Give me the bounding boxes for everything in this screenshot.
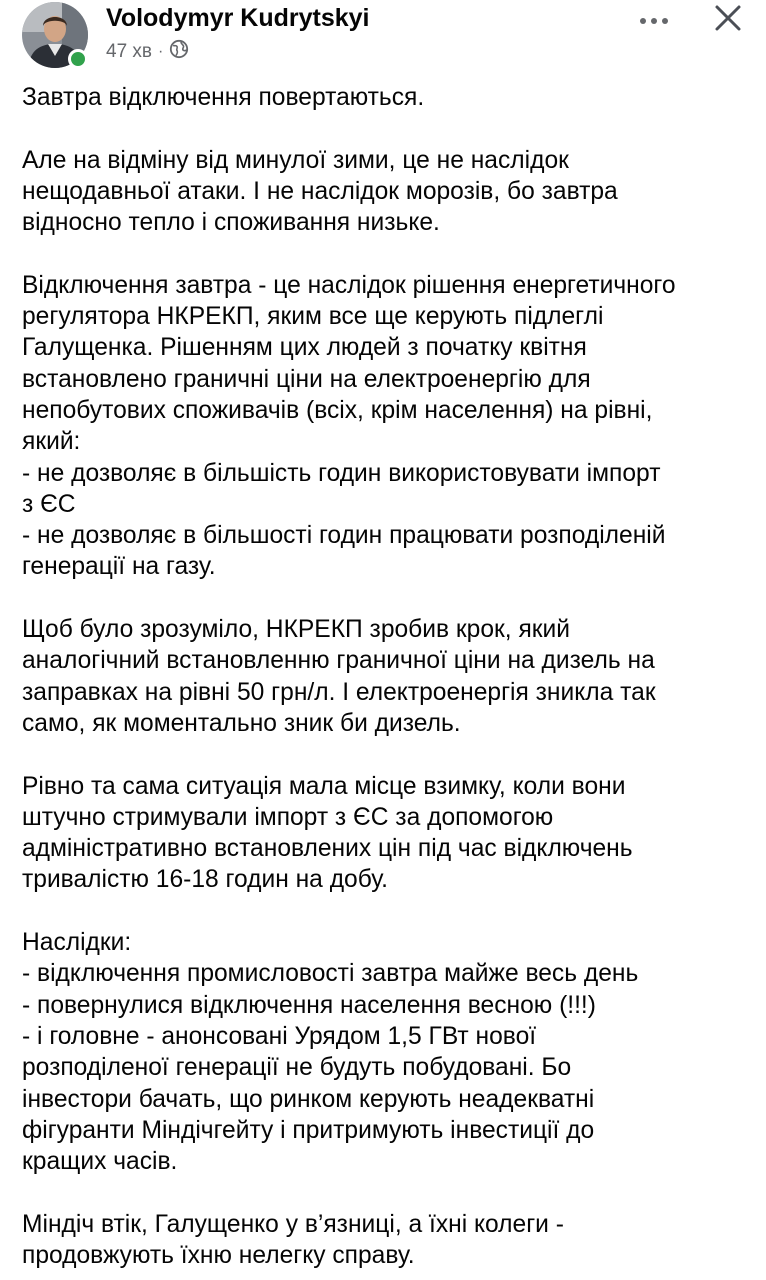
post-text: [22, 82, 752, 1271]
post-meta: [106, 40, 189, 64]
author-name[interactable]: Volodymyr Kudrytskyi: [106, 4, 370, 32]
post-paragraph: Міндіч втік, Галущенко у в’язниці, а їхні колеги - продовжують їхню нелегку справу.: [22, 1210, 564, 1269]
post-time[interactable]: 47 хв: [106, 41, 153, 62]
post-paragraph: Але на відміну від минулої зими, це не наслідок нещодавньої атаки. І не наслідок морозів, бо завтра відносно тепло і споживання низьке.: [22, 146, 618, 237]
online-status-indicator: [68, 49, 88, 69]
meta-separator: ·: [158, 43, 164, 60]
post-header: [0, 0, 766, 80]
post-paragraph: Рівно та сама ситуація мала місце взимку, коли вони штучно стримували імпорт з ЄС за допомогою адміністративно встановлених цін під час відключень тривалістю 16-18 годин на добу.: [22, 772, 633, 894]
post-paragraph: Завтра відключення повертаються.: [22, 84, 425, 111]
more-horizontal-icon: [639, 17, 669, 25]
close-icon: [714, 4, 742, 32]
more-options-button[interactable]: [634, 6, 674, 36]
close-button[interactable]: [708, 0, 748, 36]
post-paragraph: Щоб було зрозуміло, НКРЕКП зробив крок, який аналогічний встановленню граничної ціни на дизель на заправках на рівні 50 грн/л. І електроенергія зникла так само, як моментально зник би дизель.: [22, 616, 656, 737]
post-paragraph: Наслідки: - відключення промисловості завтра майже весь день - повернулися відключення населення весною (!!!) - і головне - анонсовані Урядом 1,5 ГВт нової розподіленої генерації не будуть побудовані. Бо інвестори бачать, що ринком керують неадекватні фігуранти Міндічгейту і притримують інвестиції до кращих часів.: [22, 929, 639, 1176]
globe-icon[interactable]: [169, 39, 189, 65]
post-paragraph: Відключення завтра - це наслідок рішення енергетичного регулятора НКРЕКП, яким все ще керують підлеглі Галущенка. Рішенням цих людей з початку квітня встановлено граничні ціни на електроенергію для непобутових споживачів (всіх, крім населення) на рівні, який: - не дозволяє в більшість годин використовувати імпорт з ЄС - не дозволяє в більшості годин працювати розподіленій генерації на газу.: [22, 271, 676, 581]
